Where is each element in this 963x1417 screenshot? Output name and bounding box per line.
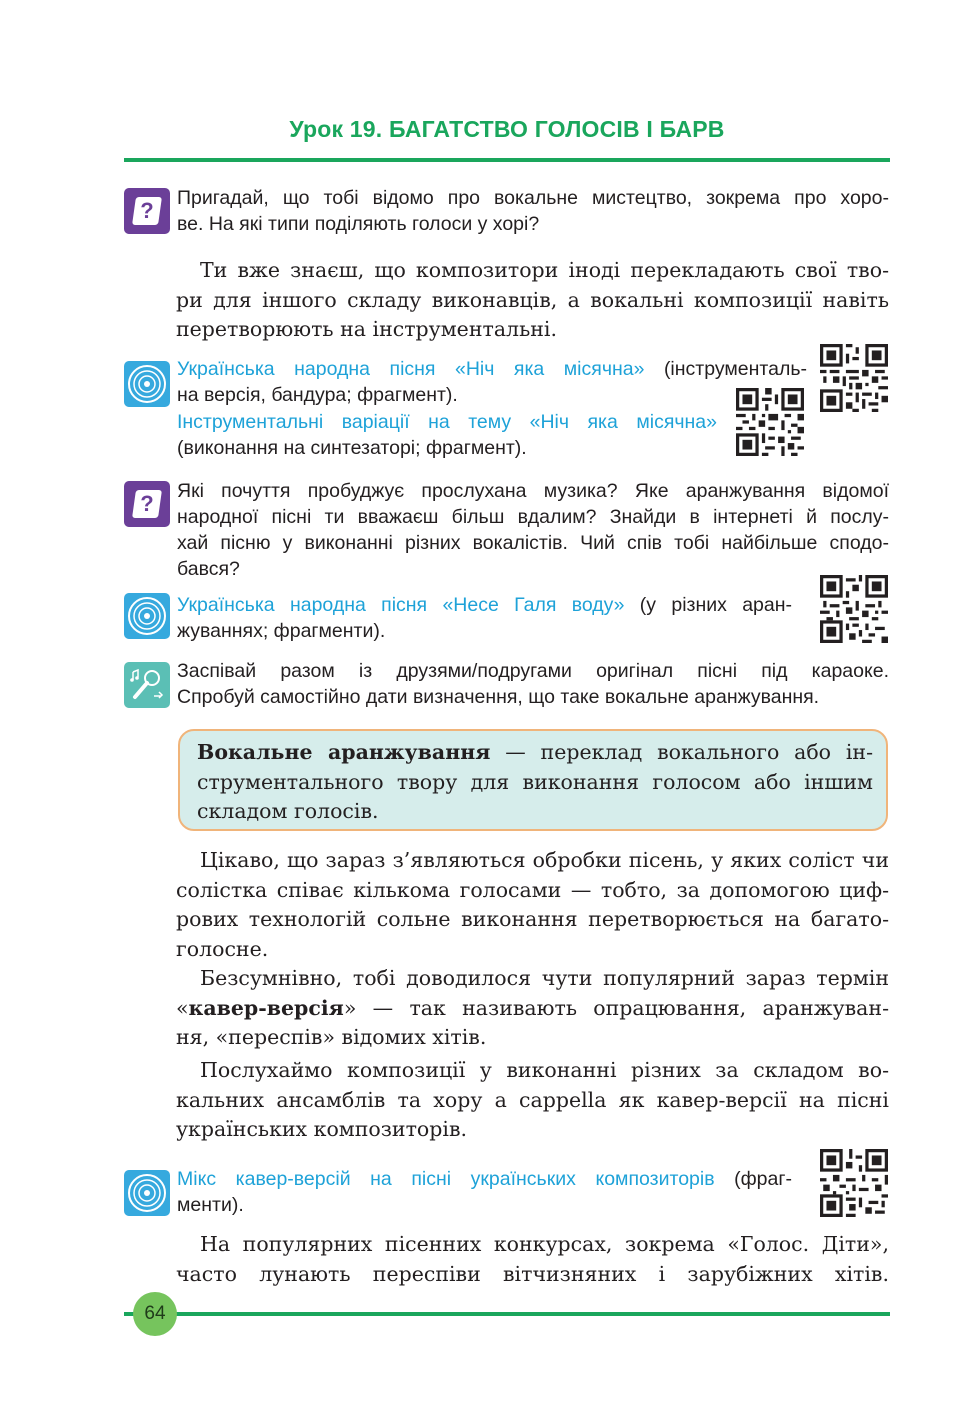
listen-link-nese-halya-vodu[interactable]: Українська народна пісня «Несе Галя воду»	[177, 594, 625, 616]
qr-code-icon[interactable]	[736, 388, 804, 456]
question-2-line: народної пісні ти вважаєш більш вдалим? Знайди в інтернеті й послу-	[177, 506, 889, 528]
question-icon: ?	[124, 481, 170, 527]
sing-task-line: Спробуй самостійно дати визначення, що таке вокальне аранжування.	[177, 686, 820, 708]
audio-disc-icon	[124, 593, 170, 639]
listen-link-nich-yaka-misyachna[interactable]: Українська народна пісня «Ніч яка місячна»	[177, 358, 645, 380]
listen-3-text	[177, 1166, 792, 1218]
paragraph-line: солістка співає кількома голосами — тобто, за допомогою циф-	[176, 877, 889, 902]
paragraph-line: голосне.	[176, 936, 269, 961]
question-2-text	[177, 478, 889, 582]
page-number: 64	[133, 1292, 177, 1336]
audio-disc-icon	[124, 361, 170, 407]
paragraph-line: ри для іншого складу виконавців, а вокальні композиції навіть	[176, 287, 889, 312]
paragraph-line: На популярних пісенних конкурсах, зокрема «Голос. Діти»,	[200, 1232, 889, 1256]
listen-1-desc: на версія, бандура; фрагмент).	[177, 384, 458, 406]
listen-2-text	[177, 592, 792, 644]
paragraph-line: рових технологій сольне виконання перетворюється на багато-	[176, 907, 889, 931]
question-2-line: хай пісню у виконанні різних вокалістів. Чий спів тобі найбільше сподо-	[177, 532, 889, 554]
question-1-text	[177, 185, 889, 237]
sing-task-line: Заспівай разом із друзями/подругами оригінал пісні під караоке.	[177, 660, 889, 682]
paragraph-line: Цікаво, що зараз з’являються обробки пісень, у яких соліст чи	[200, 848, 889, 872]
paragraph-5	[176, 1230, 889, 1289]
qr-code-icon[interactable]	[820, 1149, 888, 1217]
listen-1b-desc: (виконання на синтезаторі; фрагмент).	[177, 437, 527, 459]
listen-link-cover-mix[interactable]: Мікс кавер-версій на пісні українських композиторів	[177, 1168, 715, 1190]
listen-1-desc: (інструменталь-	[644, 358, 807, 380]
paragraph-line: кальних ансамблів та хору a cappella як кавер-версії на пісні	[176, 1087, 889, 1112]
paragraph-line: Послухаймо композиції у виконанні різних за складом во-	[200, 1058, 889, 1082]
paragraph-2	[176, 846, 889, 964]
paragraph-4	[176, 1056, 889, 1145]
qr-code-icon[interactable]	[820, 344, 888, 412]
lesson-title: Урок 19. БАГАТСТВО ГОЛОСІВ І БАРВ	[289, 116, 725, 142]
paragraph-line: Ти вже знаєш, що композитори іноді перекладають свої тво-	[200, 258, 889, 282]
listen-1b-text	[177, 409, 717, 461]
question-2-line: Які почуття пробуджує прослухана музика? Яке аранжування відомої	[177, 480, 889, 502]
footer-divider	[124, 1312, 890, 1316]
paragraph-line: часто лунають переспіви вітчизняних і зарубіжних хітів.	[176, 1261, 889, 1286]
definition-term: Вокальне аранжування	[197, 740, 491, 764]
listen-3-desc: менти).	[177, 1194, 244, 1216]
title-divider	[124, 158, 890, 162]
definition-line: струментального твору для виконання голосом або іншим	[197, 769, 873, 794]
listen-1-text	[177, 356, 807, 408]
listen-link-instrumental-variations[interactable]: Інструментальні варіації на тему «Ніч яка місячна»	[177, 411, 717, 433]
paragraph-line: » — так називають опрацювання, аранжуван-	[343, 995, 889, 1020]
definition-line: — переклад вокального або ін-	[490, 740, 873, 764]
sing-task-text	[177, 658, 889, 710]
question-1-line: ве. На які типи поділяють голоси у хорі?	[177, 213, 540, 235]
question-icon: ?	[124, 188, 170, 234]
paragraph-line: ня, «переспів» відомих хітів.	[176, 1025, 487, 1049]
paragraph-line: Безсумнівно, тобі доводилося чути популярний зараз термін	[200, 966, 889, 990]
microphone-icon	[124, 662, 170, 708]
listen-3-desc: (фраг-	[714, 1168, 792, 1190]
paragraph-line: перетворюють на інструментальні.	[176, 317, 557, 341]
paragraph-line: українських композиторів.	[176, 1117, 468, 1141]
qr-code-icon[interactable]	[820, 575, 888, 643]
question-1-line: Пригадай, що тобі відомо про вокальне мистецтво, зокрема про хоро-	[177, 187, 889, 209]
question-2-line: бався?	[177, 558, 240, 580]
definition-line: складом голосів.	[197, 799, 379, 823]
paragraph-1	[176, 256, 889, 345]
audio-disc-icon	[124, 1170, 170, 1216]
listen-2-desc: (у різних аран-	[624, 594, 792, 616]
definition-text	[197, 738, 873, 827]
paragraph-3	[176, 964, 889, 1053]
term-cover-version: кавер-версія	[188, 995, 344, 1020]
quote-mark: «	[176, 995, 189, 1020]
listen-2-desc: жуваннях; фрагменти).	[177, 620, 386, 642]
